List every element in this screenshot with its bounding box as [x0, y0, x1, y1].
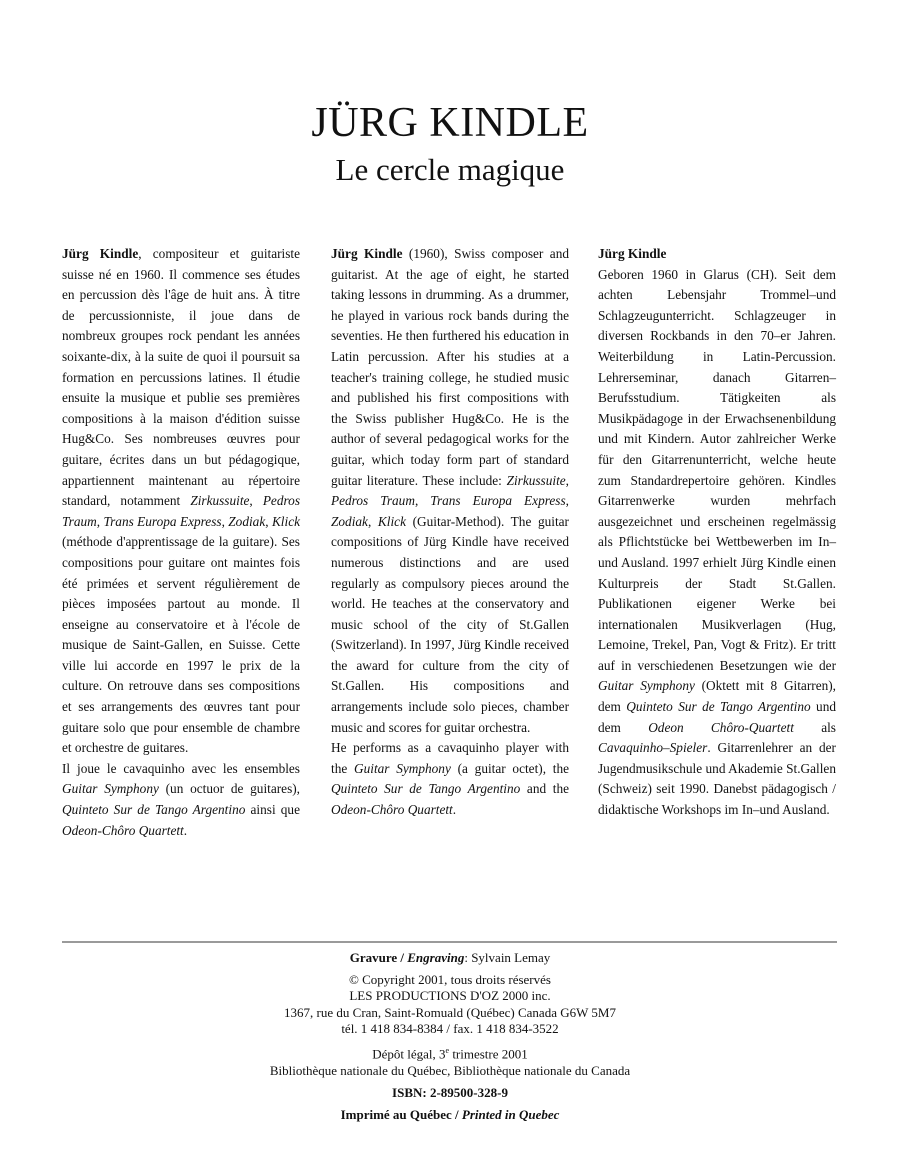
publisher-address: 1367, rue du Cran, Saint-Romuald (Québec) Canada G6W 5M7	[284, 1004, 616, 1020]
work-title: Trans Europa Express	[430, 493, 566, 509]
bio-english-column	[331, 244, 569, 821]
publisher-phone: tél. 1 418 834-8384 / fax. 1 418 834-3522	[341, 1020, 559, 1036]
bio-french-paragraph-2: Il joue le cavaquinho avec les ensembles Guitar Symphony (un octuor de guitares), Quinteto Sur de Tango Argentino ainsi que Odeon-Chôro Quartett.	[62, 760, 300, 838]
page-title: JÜRG KINDLE	[311, 100, 589, 146]
composer-name: Jürg Kindle	[62, 246, 139, 261]
composer-name: Jürg Kindle	[331, 246, 403, 261]
page-subtitle: Le cercle magique	[335, 152, 565, 187]
work-title: Zodiak	[331, 513, 368, 529]
legal-deposit: Dépôt légal, 3e trimestre 2001	[372, 1046, 528, 1062]
bio-english-paragraph-2: He performs as a cavaquinho player with the Guitar Symphony (a guitar octet), the Quinteto Sur de Tango Argentino and the Odeon-Chôro Quartett.	[331, 740, 570, 818]
isbn: ISBN: 2-89500-328-9	[392, 1084, 508, 1100]
printed-in: Imprimé au Québec / Printed in Quebec	[340, 1106, 560, 1122]
bio-french-column	[62, 244, 300, 841]
work-title: Klick	[271, 513, 300, 529]
bio-german-column	[598, 244, 836, 821]
work-title: Klick	[377, 513, 406, 529]
colophon	[0, 950, 900, 1123]
bio-french-paragraph-1: Jürg Kindle, compositeur et guitariste suisse né en 1960. Il commence ses études en percussion dès l'âge de huit ans. À titre de percussionniste, il joue dans de nombreux groupes rock pendant les années soixante-dix, à la suite de quoi il poursuit sa formation en percussions latines. Il étudie ensuite la musique et publie ses premières compositions à la maison d'édition suisse Hug&Co. Ses nombreuses œuvres pour guitare, écrites dans un but pédagogique, appartiennent maintenant au répertoire standard, notamment Zirkussuite, Pedros Traum, Trans Europa Express, Zodiak, Klick (méthode d'apprentissage de la guitare). Ses compositions pour guitare ont maintes fois été primées et servent régulièrement de pièces imposées partout au monde. Il enseigne au conservatoire et à l'école de musique de Saint-Gallen, en Suisse. Cette ville lui accorde en 1997 le prix de la culture. On retrouve dans ses compositions et ses arrangements des œuvres tant pour guitare solo que pour ensemble de chambre et orchestre de guitares.	[62, 246, 300, 756]
libraries-line: Bibliothèque nationale du Québec, Bibliothèque nationale du Canada	[269, 1062, 631, 1078]
publisher-name: LES PRODUCTIONS D'OZ 2000 inc.	[349, 988, 551, 1004]
ensemble-name: Odeon Chôro-Quartett	[648, 719, 794, 735]
work-title: Zirkussuite	[506, 472, 566, 488]
ensemble-name: Odeon-Chôro Quartett	[331, 802, 453, 818]
ensemble-name: Quinteto Sur de Tango Argentino	[62, 802, 246, 818]
work-title: Trans Europa Express	[103, 513, 222, 529]
work-title: Zirkussuite	[190, 493, 250, 509]
work-title: Zodiak	[228, 513, 266, 529]
divider-rule	[62, 941, 837, 943]
work-title: Pedros Traum	[331, 493, 415, 509]
bio-german-heading	[598, 244, 836, 265]
work-title: Pedros Traum	[62, 493, 300, 529]
bio-english-paragraph-1: Jürg Kindle (1960), Swiss composer and guitarist. At the age of eight, he started taking lessons in drumming. As a drummer, he played in various rock bands during the seventies. He then furthered his education in Latin percussion. After his studies at a teacher's training college, he studied music and published his first compositions with the Swiss publisher Hug&Co. He is the author of several pedagogical works for the guitar, which today form part of standard guitar literature. These include: Zirkussuite, Pedros Traum, Trans Europa Express, Zodiak, Klick (Guitar-Method). The guitar compositions of Jürg Kindle have received numerous distinctions and are used regularly as compulsory pieces around the world. He teaches at the conservatory and music school of the city of St.Gallen (Switzerland). In 1997, Jürg Kindle received the award for culture from the city of St.Gallen. His compositions and arrangements include solo pieces, chamber music and scores for guitar orchestra.	[331, 246, 570, 735]
ensemble-name: Guitar Symphony	[354, 760, 451, 776]
ensemble-name: Quinteto Sur de Tango Argentino	[331, 781, 521, 797]
engraving-credit: Gravure / Engraving: Sylvain Lemay	[349, 950, 551, 965]
composer-name: Jürg Kindle	[598, 246, 667, 261]
copyright-line: © Copyright 2001, tous droits réservés	[349, 972, 551, 988]
ensemble-name: Guitar Symphony	[62, 781, 159, 797]
ensemble-name: Odeon-Chôro Quartett	[62, 822, 184, 838]
ensemble-name: Quinteto Sur de Tango Argentino	[626, 699, 811, 715]
bio-german-paragraph-1: Geboren 1960 in Glarus (CH). Seit dem achten Lebensjahr Trommel–und Schlagzeugunterricht. Schlagzeuger in diversen Rockbands in den 70–er Jahren. Weiterbildung in Latin-Percussion. Lehrerseminar, danach Gitarren–Berufsstudium. Tätigkeiten als Musikpädagoge in der Erwachsenenbildung und mit Kindern. Autor zahlreicher Werke für den Gitarrenunterricht, welche heute zum Standardrepertoire gehören. Kindles Gitarrenwerke wurden mehrfach ausgezeichnet und erscheinen regelmässig als Pflichtstücke bei Wettbewerben im In–und Ausland. 1997 erhielt Jürg Kindle einen Kulturpreis der Stadt St.Gallen. Publikationen eigener Werke bei internationalen Musikverlagen (Hug, Lemoine, Trekel, Pan, Vogt & Fritz). Er tritt auf in verschiedenen Besetzungen wie der Guitar Symphony (Oktett mit 8 Gitarren), dem Quinteto Sur de Tango Argentino und dem Odeon Chôro-Quartett als Cavaquinho–Spieler. Gitarrenlehrer an der Jugendmusikschule und Akademie St.Gallen (Schweiz) seit 1990. Danebst pädagogisch / didaktische Workshops im In–und Ausland.	[598, 266, 836, 818]
ensemble-name: Guitar Symphony	[598, 678, 695, 694]
instrument-role: Cavaquinho–Spieler	[598, 740, 708, 756]
